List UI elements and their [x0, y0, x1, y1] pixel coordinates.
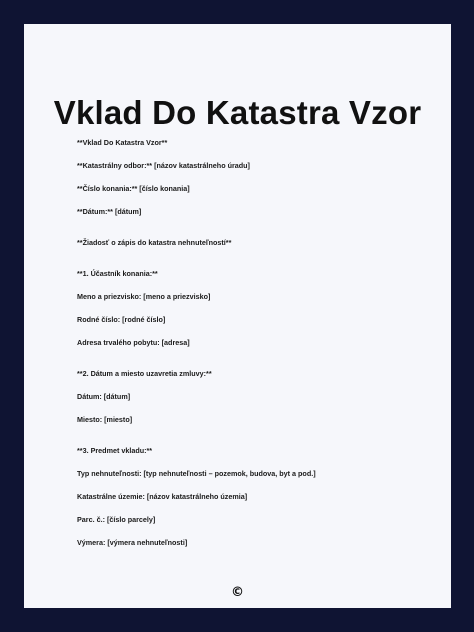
document-title: Vklad Do Katastra Vzor — [53, 94, 422, 131]
body-line-date: **Dátum:** [dátum] — [77, 207, 142, 216]
body-line-parcel-number: Parc. č.: [číslo parcely] — [77, 515, 156, 524]
body-line-section-3: **3. Predmet vkladu:** — [77, 446, 153, 455]
body-line-place: Miesto: [miesto] — [77, 415, 133, 424]
body-line-property-type: Typ nehnuteľnosti: [typ nehnuteľnosti – pozemok, budova, byt a pod.] — [77, 469, 316, 478]
document-page — [24, 24, 451, 608]
body-line-section-1: **1. Účastník konania:** — [77, 269, 158, 278]
body-line-area-size: Výmera: [výmera nehnuteľnosti] — [77, 538, 188, 547]
body-line-heading: **Vklad Do Katastra Vzor** — [77, 138, 168, 147]
body-line-address: Adresa trvalého pobytu: [adresa] — [77, 338, 190, 347]
body-line-proceeding-number: **Číslo konania:** [číslo konania] — [77, 184, 190, 193]
body-line-cadastral-office: **Katastrálny odbor:** [názov katastrálneho úradu] — [77, 161, 250, 170]
body-line-cadastral-area: Katastrálne územie: [názov katastrálneho územia] — [77, 492, 248, 501]
body-line-name: Meno a priezvisko: [meno a priezvisko] — [77, 292, 211, 301]
body-line-request: **Žiadosť o zápis do katastra nehnuteľností** — [77, 238, 232, 247]
body-line-contract-date: Dátum: [dátum] — [77, 392, 131, 401]
copyright-icon: © — [231, 585, 244, 600]
body-line-birth-number: Rodné číslo: [rodné číslo] — [77, 315, 166, 324]
body-line-section-2: **2. Dátum a miesto uzavretia zmluvy:** — [77, 369, 212, 378]
